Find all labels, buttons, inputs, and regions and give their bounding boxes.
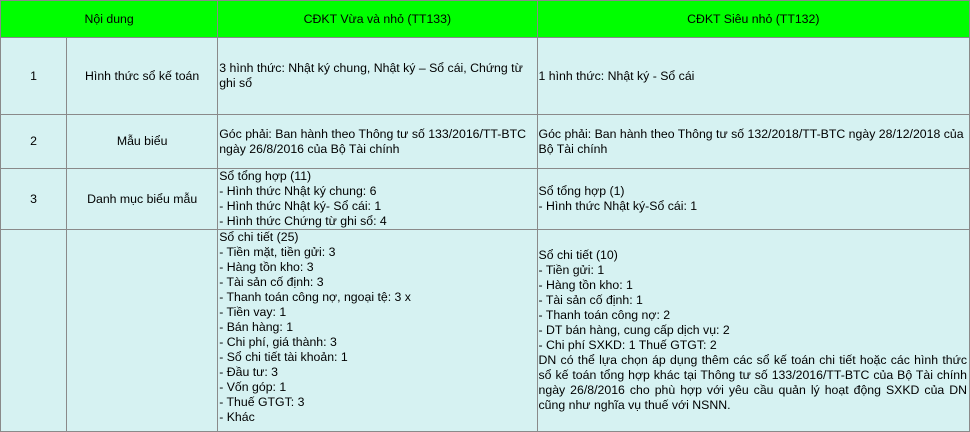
list-item: - Hình thức Nhật ký-Sổ cái: 1 — [538, 199, 698, 213]
list-item: - Tiền vay: 1 — [219, 305, 287, 319]
list-item: - Thanh toán công nợ: 2 — [538, 308, 671, 322]
header-row — [1, 1, 970, 38]
list-item: - Khác — [219, 410, 255, 424]
row-item — [67, 230, 218, 432]
row-number: 3 — [1, 169, 67, 230]
list-item: - Tài sản cố định: 3 — [219, 275, 324, 289]
cell-tt132: 1 hình thức: Nhật ký - Sổ cái — [537, 38, 969, 115]
list-item: - Hình thức Nhật ký chung: 6 — [219, 184, 377, 198]
row-number: 1 — [1, 38, 67, 115]
list-item: - Sổ chi tiết tài khoản: 1 — [219, 350, 348, 364]
cell-tt132: Góc phải: Ban hành theo Thông tư số 132/2018/TT-BTC ngày 28/12/2018 của Bộ Tài chính — [537, 115, 969, 169]
list-item: Sổ chi tiết (10) — [538, 248, 618, 262]
list-item: - Hình thức Chứng từ ghi sổ: 4 — [219, 214, 387, 228]
row-item: Hình thức sổ kế toán — [67, 38, 218, 115]
list-item: - Thanh toán công nợ, ngoại tệ: 3 x — [219, 290, 411, 304]
list-item: - Vốn góp: 1 — [219, 380, 287, 394]
list-item: Sổ tổng hợp (1) — [538, 184, 625, 198]
cell-tt133: Góc phải: Ban hành theo Thông tư số 133/2016/TT-BTC ngày 26/8/2016 của Bộ Tài chính — [218, 115, 537, 169]
row-number: 2 — [1, 115, 67, 169]
header-tt133: CĐKT Vừa và nhỏ (TT133) — [218, 1, 537, 38]
row-item: Danh mục biểu mẫu — [67, 169, 218, 230]
list-item: - Chi phí, giá thành: 3 — [219, 335, 337, 349]
note-text: DN có thể lựa chọn áp dụng thêm các sổ kế toán chi tiết hoặc các hình thức sổ kế toán tổng hợp khác tại Thông tư số 133/2016/TT-BTC của Bộ Tài chính ngày 26/8/2016 cho phù hợp với yêu cầu quản lý hoạt động SXKD của DN cũng như nghĩa vụ thuế với NSNN. — [538, 353, 967, 412]
table-row — [1, 230, 970, 432]
list-item: Sổ tổng hợp (11) — [219, 169, 312, 183]
list-item: - Đầu tư: 3 — [219, 365, 279, 379]
list-item: - Chi phí SXKD: 1 Thuế GTGT: 2 — [538, 338, 717, 352]
header-noi-dung: Nội dung — [1, 1, 218, 38]
list-item: Sổ chi tiết (25) — [219, 230, 299, 244]
list-item: - DT bán hàng, cung cấp dịch vụ: 2 — [538, 323, 730, 337]
table-row — [1, 38, 970, 115]
list-item: - Hàng tồn kho: 1 — [538, 278, 633, 292]
cell-tt132-list — [537, 169, 969, 230]
row-item: Mẫu biểu — [67, 115, 218, 169]
cell-tt133-list — [218, 169, 537, 230]
row-number — [1, 230, 67, 432]
cell-tt132-list — [537, 230, 969, 432]
header-tt132: CĐKT Siêu nhỏ (TT132) — [537, 1, 969, 38]
list-item: - Bán hàng: 1 — [219, 320, 294, 334]
table-row — [1, 115, 970, 169]
cell-tt133: 3 hình thức: Nhật ký chung, Nhật ký – Sổ cái, Chứng từ ghi sổ — [218, 38, 537, 115]
list-item: - Thuế GTGT: 3 — [219, 395, 305, 409]
list-item: - Tài sản cố định: 1 — [538, 293, 643, 307]
cell-tt133-list — [218, 230, 537, 432]
list-item: - Hình thức Nhật ký- Sổ cái: 1 — [219, 199, 382, 213]
list-item: - Hàng tồn kho: 3 — [219, 260, 314, 274]
list-item: - Tiền gửi: 1 — [538, 263, 605, 277]
table-row — [1, 169, 970, 230]
list-item: - Tiền mặt, tiền gửi: 3 — [219, 245, 336, 259]
